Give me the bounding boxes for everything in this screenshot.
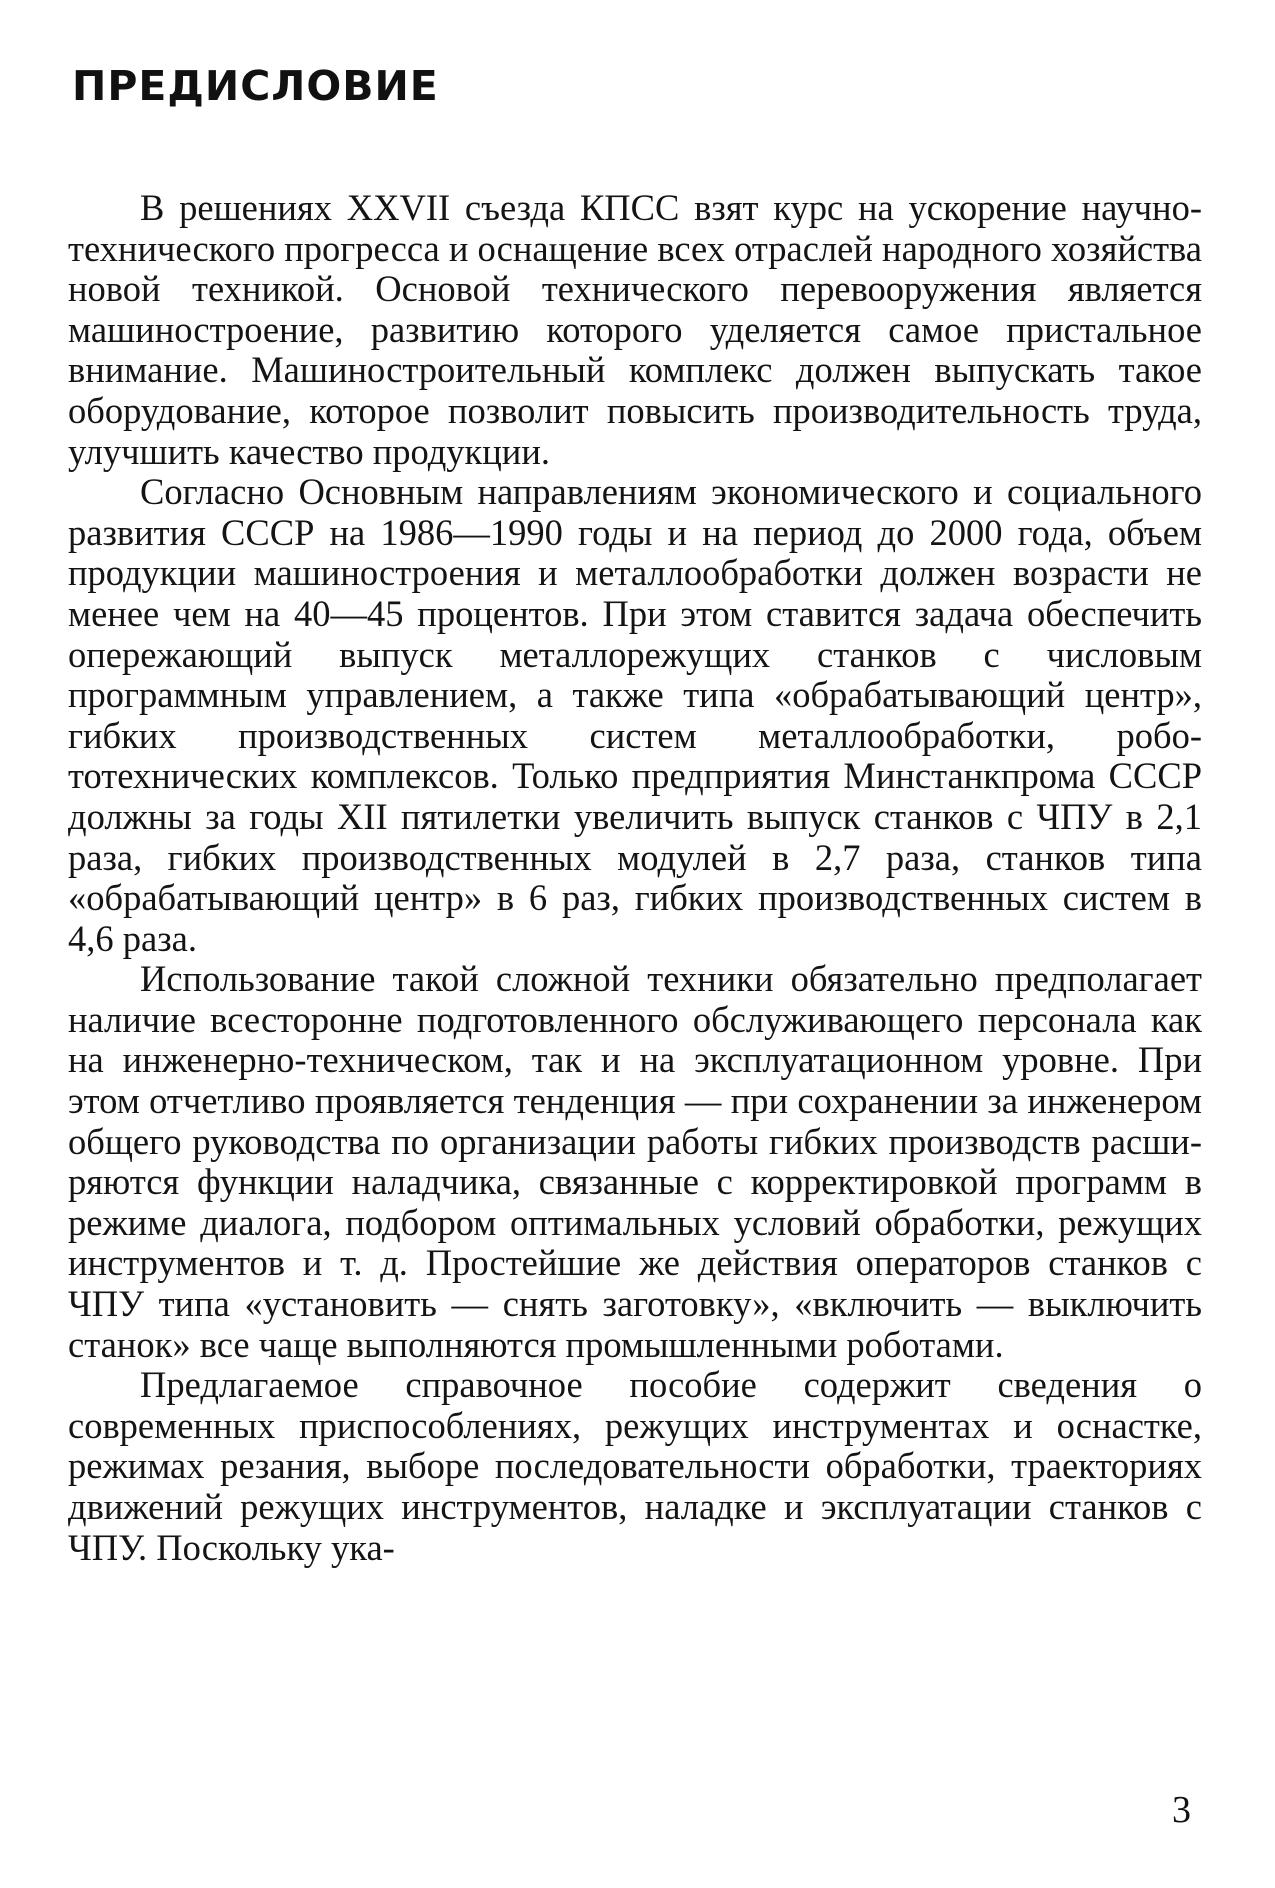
- page-heading: ПРЕДИСЛОВИЕ: [72, 62, 439, 110]
- body-text: [68, 188, 1202, 1568]
- page-number: 3: [1172, 1789, 1191, 1831]
- paragraph-1: В решениях XXVII съезда КПСС взят курс на ускорение научно-технического прогресса и оснащение всех отраслей народного хозяйства новой техникой. Основой технического перевооружения является машиностроение, развитию которого уделяется самое пристальное внимание. Машиностроительный комплекс должен выпускать такое оборудование, которое позволит повысить производительность труда, улучшить качество продукции.: [68, 187, 1202, 472]
- paragraph-3: Использование такой сложной техники обязательно предполагает наличие всесторонне подготовленного обслуживающего персонала как на инженерно-техническом, так и на эксплуатационном уровне. При этом отчетливо проявляется тенденция — при сохранении за инженером общего руководства по организации работы гибких производств расширяются функции наладчика, связанные с корректировкой программ в режиме диалога, подбором оптимальных условий обработки, режущих инструментов и т. д. Простейшие же действия операторов станков с ЧПУ типа «установить — снять заготовку», «включить — выключить станок» все чаще выполняются промышленными роботами.: [68, 958, 1202, 1365]
- paragraph-4: Предлагаемое справочное пособие содержит сведения о современных приспособлениях, режущих инструментах и оснастке, режимах резания, выборе последовательности обработки, траекториях движений режущих инструментов, наладке и эксплуатации станков с ЧПУ. Поскольку ука-: [68, 1364, 1202, 1568]
- paragraph-2: Согласно Основным направлениям экономического и социального развития СССР на 1986—1990 годы и на период до 2000 года, объем продукции машиностроения и металлообработки должен возрасти не менее чем на 40—45 процентов. При этом ставится задача обеспечить опережающий выпуск металлорежущих станков с числовым программным управлением, а также типа «обрабатывающий центр», гибких производственных систем металлообработки, робототехнических комплексов. Только предприятия Минстанкпрома СССР должны за годы XII пятилетки увеличить выпуск станков с ЧПУ в 2,1 раза, гибких производственных модулей в 2,7 раза, станков типа «обрабатывающий центр» в 6 раз, гибких производственных систем в 4,6 раза.: [68, 471, 1202, 959]
